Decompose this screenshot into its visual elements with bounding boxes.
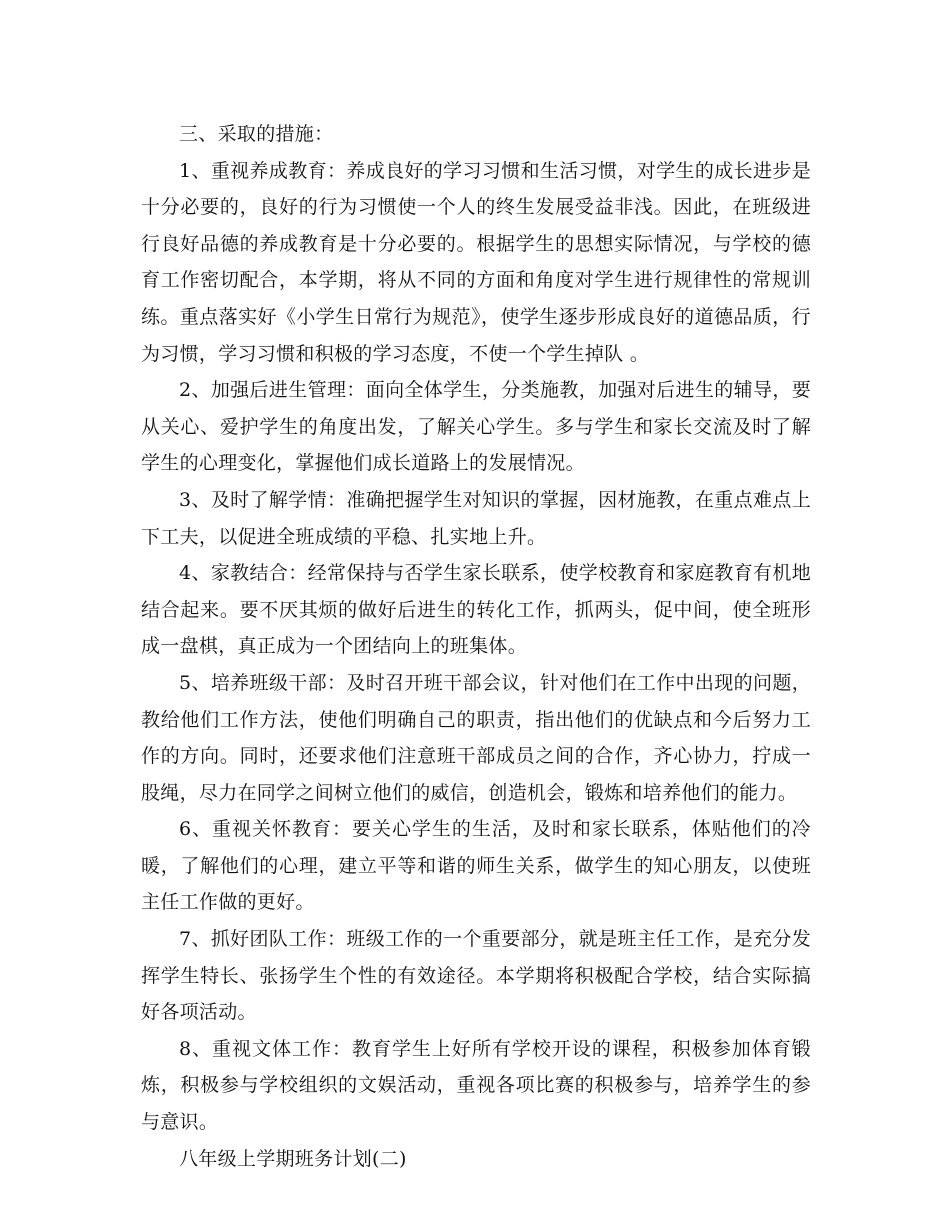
paragraph-struggling-students: 2、加强后进生管理：面向全体学生，分类施教，加强对后进生的辅导，要从关心、爱护学生的角度出发，了解关心学生。多与学生和家长交流及时了解学生的心理变化，掌握他们成长道路上的发展情况。 (141, 379, 811, 475)
paragraph-class-cadres: 5、培养班级干部：及时召开班干部会议，针对他们在工作中出现的问题，教给他们工作方法，使他们明确自己的职责，指出他们的优缺点和今后努力工作的方向。同时，还要求他们注意班干部成员之间的合作，齐心协力，拧成一股绳，尽力在同学之间树立他们的威信，创造机会，锻炼和培养他们的能力。 (141, 671, 811, 804)
paragraph-home-school: 4、家教结合：经常保持与否学生家长联系，使学校教育和家庭教育有机地结合起来。要不厌其烦的做好后进生的转化工作，抓两头，促中间，使全班形成一盘棋，真正成为一个团结向上的班集体。 (141, 562, 811, 658)
paragraph-habit-education: 1、重视养成教育：养成良好的学习习惯和生活习惯，对学生的成长进步是十分必要的，良好的行为习惯使一个人的终生发展受益非浅。因此，在班级进行良好品德的养成教育是十分必要的。根据学生的思想实际情况，与学校的德育工作密切配合，本学期，将从不同的方面和角度对学生进行规律性的常规训练。重点落实好《小学生日常行为规范》，使学生逐步形成良好的道德品质，行为习惯，学习习惯和积极的学习态度，不使一个学生掉队 。 (141, 159, 811, 365)
paragraph-team-work: 7、抓好团队工作：班级工作的一个重要部分，就是班主任工作，是充分发挥学生特长、张扬学生个性的有效途径。本学期将积极配合学校，结合实际搞好各项活动。 (141, 928, 811, 1024)
section-heading: 三、采取的措施： (179, 123, 334, 145)
document-body (141, 116, 811, 1177)
paragraph-learning-situation: 3、及时了解学情：准确把握学生对知识的掌握，因材施教，在重点难点上下工夫，以促进全班成绩的平稳、扎实地上升。 (141, 488, 811, 548)
paragraph-care-education: 6、重视关怀教育：要关心学生的生活，及时和家长联系，体贴他们的冷暖，了解他们的心理，建立平等和谐的师生关系，做学生的知心朋友，以使班主任工作做的更好。 (141, 818, 811, 914)
paragraph-sports-culture: 8、重视文体工作：教育学生上好所有学校开设的课程，积极参加体育锻炼，积极参与学校组织的文娱活动，重视各项比赛的积极参与，培养学生的参与意识。 (141, 1037, 811, 1134)
next-section-title: 八年级上学期班务计划(二) (179, 1147, 407, 1170)
